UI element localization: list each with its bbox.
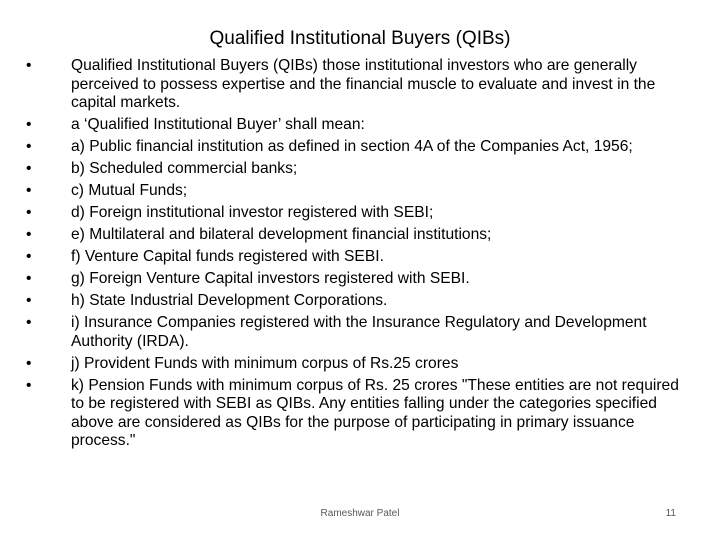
bullet-text: h) State Industrial Development Corporations. xyxy=(71,292,388,309)
bullet-glyph: • xyxy=(26,376,32,394)
bullet-list xyxy=(26,57,696,454)
bullet-item xyxy=(26,314,696,351)
bullet-glyph: • xyxy=(26,248,32,265)
slide-title: Qualified Institutional Buyers (QIBs) xyxy=(209,28,511,49)
bullet-item xyxy=(26,355,696,374)
bullet-item xyxy=(26,377,696,451)
bullet-text: k) Pension Funds with minimum corpus of Rs. 25 crores "These entities are not required to be registered with SEBI as QIBs. Any entities falling under the categories specified above are considered as QIBs for the purpose of participating in primary issuance process." xyxy=(71,376,679,449)
bullet-text: d) Foreign institutional investor registered with SEBI; xyxy=(71,204,434,221)
bullet-glyph: • xyxy=(26,292,32,309)
bullet-glyph: • xyxy=(26,354,32,372)
bullet-glyph: • xyxy=(26,204,32,221)
bullet-item xyxy=(26,116,696,135)
bullet-text: e) Multilateral and bilateral development financial institutions; xyxy=(71,226,492,243)
bullet-item xyxy=(26,160,696,179)
bullet-item xyxy=(26,204,696,223)
bullet-glyph: • xyxy=(26,314,32,331)
bullet-text: a) Public financial institution as defined in section 4A of the Companies Act, 1956; xyxy=(71,138,633,155)
bullet-item xyxy=(26,57,696,113)
bullet-item xyxy=(26,270,696,289)
bullet-glyph: • xyxy=(26,270,32,287)
bullet-glyph: • xyxy=(26,226,32,243)
bullet-glyph: • xyxy=(26,182,32,199)
bullet-item xyxy=(26,138,696,157)
bullet-glyph: • xyxy=(26,116,32,133)
bullet-text: i) Insurance Companies registered with the Insurance Regulatory and Development Authority (IRDA). xyxy=(71,314,647,350)
bullet-text: f) Venture Capital funds registered with SEBI. xyxy=(71,248,384,265)
bullet-text: Qualified Institutional Buyers (QIBs) those institutional investors who are generally perceived to possess expertise and the financial muscle to evaluate and invest in the capital markets. xyxy=(71,57,656,111)
bullet-text: g) Foreign Venture Capital investors registered with SEBI. xyxy=(71,270,470,287)
bullet-text: j) Provident Funds with minimum corpus of Rs.25 crores xyxy=(71,354,459,372)
bullet-item xyxy=(26,248,696,267)
bullet-glyph: • xyxy=(26,138,32,155)
bullet-item xyxy=(26,292,696,311)
bullet-text: a ‘Qualified Institutional Buyer’ shall mean: xyxy=(71,116,365,133)
bullet-item xyxy=(26,226,696,245)
bullet-item xyxy=(26,182,696,201)
bullet-glyph: • xyxy=(26,57,32,74)
page-number: 11 xyxy=(665,508,676,519)
bullet-text: c) Mutual Funds; xyxy=(71,182,188,199)
bullet-text: b) Scheduled commercial banks; xyxy=(71,160,298,177)
footer-author: Rameshwar Patel xyxy=(320,508,400,519)
bullet-glyph: • xyxy=(26,160,32,177)
